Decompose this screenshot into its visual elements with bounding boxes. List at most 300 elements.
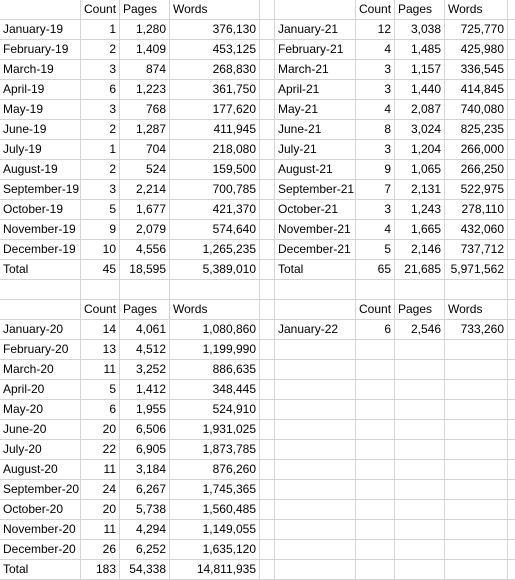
count-cell[interactable]: 3 (81, 100, 120, 120)
pages-cell[interactable]: 6,267 (120, 480, 170, 500)
count-cell[interactable]: 1 (81, 140, 120, 160)
month-label[interactable]: December-19 (0, 240, 81, 260)
sheet-cell[interactable] (0, 0, 81, 20)
total-label[interactable]: Total (0, 560, 81, 580)
sheet-cell[interactable] (260, 320, 275, 340)
count-cell[interactable]: 1 (81, 20, 120, 40)
sheet-cell[interactable] (275, 500, 356, 520)
words-cell[interactable] (445, 560, 508, 580)
sheet-cell[interactable] (260, 500, 275, 520)
count-cell[interactable] (356, 360, 395, 380)
pages-cell[interactable] (395, 500, 445, 520)
pages-cell[interactable]: 21,685 (395, 260, 445, 280)
sheet-cell[interactable] (275, 400, 356, 420)
count-cell[interactable]: 24 (81, 480, 120, 500)
pages-cell[interactable]: 2,079 (120, 220, 170, 240)
sheet-cell[interactable] (275, 540, 356, 560)
words-cell[interactable]: 1,265,235 (170, 240, 260, 260)
sheet-row (0, 320, 515, 340)
sheet-cell[interactable] (508, 160, 515, 180)
pages-cell[interactable]: 4,512 (120, 340, 170, 360)
sheet-cell[interactable] (260, 420, 275, 440)
month-label[interactable]: June-19 (0, 120, 81, 140)
month-label[interactable]: February-20 (0, 340, 81, 360)
count-cell[interactable] (356, 480, 395, 500)
count-cell[interactable] (356, 380, 395, 400)
total-label[interactable]: Total (275, 260, 356, 280)
words-cell[interactable]: 425,980 (445, 40, 508, 60)
sheet-cell[interactable] (260, 60, 275, 80)
sheet-cell[interactable] (0, 280, 81, 300)
pages-cell[interactable]: 2,546 (395, 320, 445, 340)
sheet-cell[interactable] (275, 480, 356, 500)
words-cell[interactable]: 453,125 (170, 40, 260, 60)
pages-cell[interactable]: 3,024 (395, 120, 445, 140)
count-cell[interactable] (356, 500, 395, 520)
count-cell[interactable]: 6 (81, 80, 120, 100)
count-cell[interactable] (356, 420, 395, 440)
count-cell[interactable]: 3 (81, 180, 120, 200)
month-label[interactable]: March-21 (275, 60, 356, 80)
pages-header[interactable]: Pages (395, 0, 445, 20)
words-cell[interactable]: 432,060 (445, 220, 508, 240)
words-cell[interactable] (445, 500, 508, 520)
count-cell[interactable] (356, 340, 395, 360)
count-cell[interactable]: 3 (356, 140, 395, 160)
words-cell[interactable]: 218,080 (170, 140, 260, 160)
words-cell[interactable]: 336,545 (445, 60, 508, 80)
count-cell[interactable]: 4 (356, 220, 395, 240)
sheet-cell[interactable] (508, 320, 515, 340)
sheet-cell[interactable] (508, 200, 515, 220)
count-cell[interactable]: 9 (81, 220, 120, 240)
pages-cell[interactable] (395, 560, 445, 580)
sheet-cell[interactable] (508, 220, 515, 240)
sheet-cell[interactable] (260, 20, 275, 40)
pages-cell[interactable] (395, 280, 445, 300)
count-cell[interactable]: 183 (81, 560, 120, 580)
count-cell[interactable]: 5 (81, 200, 120, 220)
pages-cell[interactable]: 1,243 (395, 200, 445, 220)
sheet-cell[interactable] (508, 120, 515, 140)
pages-cell[interactable]: 1,677 (120, 200, 170, 220)
pages-cell[interactable]: 524 (120, 160, 170, 180)
month-label[interactable]: September-19 (0, 180, 81, 200)
sheet-cell[interactable] (508, 0, 515, 20)
pages-cell[interactable]: 6,252 (120, 540, 170, 560)
count-cell[interactable]: 3 (81, 60, 120, 80)
pages-cell[interactable]: 874 (120, 60, 170, 80)
words-cell[interactable]: 14,811,935 (170, 560, 260, 580)
month-label[interactable]: December-20 (0, 540, 81, 560)
sheet-cell[interactable] (508, 360, 515, 380)
words-cell[interactable]: 1,199,990 (170, 340, 260, 360)
sheet-cell[interactable] (275, 380, 356, 400)
pages-cell[interactable] (120, 280, 170, 300)
month-label[interactable]: September-21 (275, 180, 356, 200)
words-cell[interactable]: 266,000 (445, 140, 508, 160)
month-label[interactable]: December-21 (275, 240, 356, 260)
words-cell[interactable]: 700,785 (170, 180, 260, 200)
pages-cell[interactable]: 1,955 (120, 400, 170, 420)
count-cell[interactable] (356, 460, 395, 480)
month-label[interactable]: April-20 (0, 380, 81, 400)
words-cell[interactable]: 1,931,025 (170, 420, 260, 440)
words-cell[interactable]: 361,750 (170, 80, 260, 100)
count-cell[interactable]: 20 (81, 420, 120, 440)
sheet-cell[interactable] (508, 500, 515, 520)
pages-cell[interactable]: 1,287 (120, 120, 170, 140)
words-cell[interactable] (445, 460, 508, 480)
count-cell[interactable]: 6 (81, 400, 120, 420)
sheet-cell[interactable] (508, 540, 515, 560)
sheet-cell[interactable] (260, 360, 275, 380)
words-cell[interactable] (445, 340, 508, 360)
count-cell[interactable]: 4 (356, 40, 395, 60)
count-cell[interactable]: 14 (81, 320, 120, 340)
sheet-cell[interactable] (275, 0, 356, 20)
words-cell[interactable]: 733,260 (445, 320, 508, 340)
sheet-cell[interactable] (260, 480, 275, 500)
count-cell[interactable]: 65 (356, 260, 395, 280)
count-cell[interactable] (356, 520, 395, 540)
pages-cell[interactable]: 4,061 (120, 320, 170, 340)
sheet-cell[interactable] (260, 340, 275, 360)
month-label[interactable]: July-19 (0, 140, 81, 160)
words-cell[interactable] (445, 520, 508, 540)
sheet-cell[interactable] (260, 260, 275, 280)
sheet-cell[interactable] (260, 280, 275, 300)
sheet-cell[interactable] (260, 100, 275, 120)
month-label[interactable]: April-19 (0, 80, 81, 100)
month-label[interactable]: February-21 (275, 40, 356, 60)
pages-cell[interactable]: 1,204 (395, 140, 445, 160)
pages-cell[interactable]: 1,065 (395, 160, 445, 180)
words-cell[interactable] (170, 280, 260, 300)
pages-cell[interactable]: 4,556 (120, 240, 170, 260)
count-header[interactable]: Count (81, 0, 120, 20)
pages-cell[interactable]: 1,409 (120, 40, 170, 60)
words-cell[interactable]: 825,235 (445, 120, 508, 140)
sheet-cell[interactable] (260, 160, 275, 180)
count-cell[interactable]: 3 (356, 200, 395, 220)
words-cell[interactable]: 886,635 (170, 360, 260, 380)
sheet-cell[interactable] (508, 80, 515, 100)
words-cell[interactable]: 278,110 (445, 200, 508, 220)
pages-header[interactable]: Pages (395, 300, 445, 320)
words-cell[interactable]: 266,250 (445, 160, 508, 180)
count-cell[interactable] (356, 560, 395, 580)
sheet-cell[interactable] (508, 280, 515, 300)
sheet-cell[interactable] (260, 440, 275, 460)
month-label[interactable]: May-19 (0, 100, 81, 120)
sheet-cell[interactable] (275, 360, 356, 380)
month-label[interactable]: May-21 (275, 100, 356, 120)
pages-cell[interactable]: 1,157 (395, 60, 445, 80)
sheet-cell[interactable] (0, 300, 81, 320)
sheet-cell[interactable] (508, 440, 515, 460)
sheet-cell[interactable] (260, 220, 275, 240)
sheet-cell[interactable] (275, 300, 356, 320)
month-label[interactable]: January-20 (0, 320, 81, 340)
words-cell[interactable]: 725,770 (445, 20, 508, 40)
words-cell[interactable] (445, 360, 508, 380)
words-cell[interactable]: 524,910 (170, 400, 260, 420)
sheet-cell[interactable] (508, 60, 515, 80)
count-cell[interactable]: 7 (356, 180, 395, 200)
month-label[interactable]: May-20 (0, 400, 81, 420)
words-cell[interactable]: 177,620 (170, 100, 260, 120)
month-label[interactable]: July-20 (0, 440, 81, 460)
sheet-cell[interactable] (260, 520, 275, 540)
sheet-cell[interactable] (508, 400, 515, 420)
month-label[interactable]: January-21 (275, 20, 356, 40)
words-cell[interactable]: 411,945 (170, 120, 260, 140)
count-header[interactable]: Count (356, 300, 395, 320)
count-cell[interactable]: 2 (81, 160, 120, 180)
pages-cell[interactable]: 6,506 (120, 420, 170, 440)
count-cell[interactable]: 5 (81, 380, 120, 400)
pages-cell[interactable] (395, 400, 445, 420)
month-label[interactable]: March-19 (0, 60, 81, 80)
words-cell[interactable]: 876,260 (170, 460, 260, 480)
pages-cell[interactable] (395, 520, 445, 540)
words-cell[interactable]: 1,149,055 (170, 520, 260, 540)
sheet-row (0, 180, 515, 200)
pages-header[interactable]: Pages (120, 0, 170, 20)
words-cell[interactable]: 414,845 (445, 80, 508, 100)
words-cell[interactable]: 268,830 (170, 60, 260, 80)
words-cell[interactable]: 740,080 (445, 100, 508, 120)
sheet-cell[interactable] (508, 480, 515, 500)
count-cell[interactable]: 13 (81, 340, 120, 360)
pages-cell[interactable] (395, 420, 445, 440)
total-label[interactable]: Total (0, 260, 81, 280)
count-cell[interactable]: 2 (81, 40, 120, 60)
sheet-row (0, 560, 515, 580)
sheet-cell[interactable] (260, 140, 275, 160)
month-label[interactable]: June-20 (0, 420, 81, 440)
count-cell[interactable]: 11 (81, 520, 120, 540)
words-cell[interactable] (445, 380, 508, 400)
count-cell[interactable]: 10 (81, 240, 120, 260)
sheet-cell[interactable] (275, 520, 356, 540)
words-cell[interactable]: 348,445 (170, 380, 260, 400)
month-label[interactable]: October-19 (0, 200, 81, 220)
pages-cell[interactable]: 1,665 (395, 220, 445, 240)
pages-cell[interactable]: 2,087 (395, 100, 445, 120)
sheet-row (0, 460, 515, 480)
words-cell[interactable]: 1,080,860 (170, 320, 260, 340)
words-cell[interactable]: 5,971,562 (445, 260, 508, 280)
month-label[interactable]: April-21 (275, 80, 356, 100)
count-cell[interactable]: 11 (81, 460, 120, 480)
words-cell[interactable]: 1,873,785 (170, 440, 260, 460)
pages-cell[interactable]: 6,905 (120, 440, 170, 460)
words-header[interactable]: Words (445, 0, 508, 20)
words-cell[interactable]: 1,745,365 (170, 480, 260, 500)
sheet-cell[interactable] (260, 240, 275, 260)
pages-cell[interactable]: 5,738 (120, 500, 170, 520)
words-cell[interactable]: 421,370 (170, 200, 260, 220)
count-cell[interactable]: 11 (81, 360, 120, 380)
sheet-cell[interactable] (260, 380, 275, 400)
words-header[interactable]: Words (445, 300, 508, 320)
sheet-cell[interactable] (260, 560, 275, 580)
count-cell[interactable]: 6 (356, 320, 395, 340)
pages-cell[interactable]: 1,412 (120, 380, 170, 400)
count-cell[interactable]: 12 (356, 20, 395, 40)
pages-cell[interactable]: 2,146 (395, 240, 445, 260)
sheet-row (0, 360, 515, 380)
sheet-cell[interactable] (508, 140, 515, 160)
pages-cell[interactable]: 54,338 (120, 560, 170, 580)
sheet-cell[interactable] (260, 300, 275, 320)
count-cell[interactable]: 3 (356, 80, 395, 100)
sheet-cell[interactable] (260, 460, 275, 480)
month-label[interactable]: November-20 (0, 520, 81, 540)
count-cell[interactable]: 22 (81, 440, 120, 460)
pages-cell[interactable]: 704 (120, 140, 170, 160)
count-cell[interactable] (356, 440, 395, 460)
pages-cell[interactable]: 2,214 (120, 180, 170, 200)
words-cell[interactable]: 522,975 (445, 180, 508, 200)
month-label[interactable]: August-21 (275, 160, 356, 180)
sheet-row (0, 380, 515, 400)
sheet-cell[interactable] (275, 560, 356, 580)
sheet-cell[interactable] (275, 420, 356, 440)
words-cell[interactable] (445, 440, 508, 460)
pages-header[interactable]: Pages (120, 300, 170, 320)
pages-cell[interactable]: 1,440 (395, 80, 445, 100)
count-cell[interactable] (356, 280, 395, 300)
sheet-row (0, 0, 515, 20)
sheet-cell[interactable] (260, 400, 275, 420)
count-header[interactable]: Count (356, 0, 395, 20)
count-header[interactable]: Count (81, 300, 120, 320)
month-label[interactable]: August-20 (0, 460, 81, 480)
sheet-cell[interactable] (508, 300, 515, 320)
sheet-cell[interactable] (508, 180, 515, 200)
words-cell[interactable]: 5,389,010 (170, 260, 260, 280)
sheet-cell[interactable] (508, 560, 515, 580)
month-label[interactable]: January-22 (275, 320, 356, 340)
words-cell[interactable]: 574,640 (170, 220, 260, 240)
words-cell[interactable] (445, 420, 508, 440)
count-cell[interactable]: 5 (356, 240, 395, 260)
words-cell[interactable]: 1,635,120 (170, 540, 260, 560)
sheet-cell[interactable] (260, 0, 275, 20)
sheet-row (0, 300, 515, 320)
sheet-row (0, 20, 515, 40)
sheet-cell[interactable] (508, 340, 515, 360)
count-cell[interactable]: 20 (81, 500, 120, 520)
count-cell[interactable]: 8 (356, 120, 395, 140)
sheet-cell[interactable] (508, 240, 515, 260)
sheet-cell[interactable] (260, 40, 275, 60)
month-label[interactable]: September-20 (0, 480, 81, 500)
count-cell[interactable] (356, 400, 395, 420)
pages-cell[interactable] (395, 440, 445, 460)
month-label[interactable]: October-20 (0, 500, 81, 520)
month-label[interactable]: August-19 (0, 160, 81, 180)
count-cell[interactable]: 9 (356, 160, 395, 180)
sheet-cell[interactable] (275, 460, 356, 480)
pages-cell[interactable]: 18,595 (120, 260, 170, 280)
month-label[interactable]: January-19 (0, 20, 81, 40)
pages-cell[interactable]: 3,184 (120, 460, 170, 480)
sheet-cell[interactable] (508, 40, 515, 60)
pages-cell[interactable]: 1,280 (120, 20, 170, 40)
sheet-cell[interactable] (260, 80, 275, 100)
sheet-cell[interactable] (260, 120, 275, 140)
sheet-cell[interactable] (275, 440, 356, 460)
pages-cell[interactable]: 4,294 (120, 520, 170, 540)
words-cell[interactable] (445, 480, 508, 500)
words-cell[interactable] (445, 400, 508, 420)
words-header[interactable]: Words (170, 0, 260, 20)
pages-cell[interactable]: 1,485 (395, 40, 445, 60)
sheet-cell[interactable] (508, 460, 515, 480)
pages-cell[interactable] (395, 340, 445, 360)
pages-cell[interactable] (395, 460, 445, 480)
count-cell[interactable] (356, 540, 395, 560)
count-cell[interactable] (81, 280, 120, 300)
words-cell[interactable] (445, 280, 508, 300)
month-label[interactable]: November-19 (0, 220, 81, 240)
pages-cell[interactable] (395, 480, 445, 500)
pages-cell[interactable]: 3,252 (120, 360, 170, 380)
sheet-cell[interactable] (508, 260, 515, 280)
count-cell[interactable]: 45 (81, 260, 120, 280)
count-cell[interactable]: 3 (356, 60, 395, 80)
sheet-cell[interactable] (275, 340, 356, 360)
pages-cell[interactable] (395, 540, 445, 560)
words-cell[interactable]: 159,500 (170, 160, 260, 180)
sheet-cell[interactable] (260, 200, 275, 220)
pages-cell[interactable]: 2,131 (395, 180, 445, 200)
month-label[interactable]: October-21 (275, 200, 356, 220)
sheet-cell[interactable] (508, 20, 515, 40)
count-cell[interactable]: 26 (81, 540, 120, 560)
count-cell[interactable]: 4 (356, 100, 395, 120)
sheet-cell[interactable] (508, 420, 515, 440)
month-label[interactable]: February-19 (0, 40, 81, 60)
pages-cell[interactable] (395, 380, 445, 400)
pages-cell[interactable] (395, 360, 445, 380)
words-header[interactable]: Words (170, 300, 260, 320)
sheet-cell[interactable] (260, 540, 275, 560)
month-label[interactable]: November-21 (275, 220, 356, 240)
sheet-cell[interactable] (508, 520, 515, 540)
month-label[interactable]: July-21 (275, 140, 356, 160)
count-cell[interactable]: 2 (81, 120, 120, 140)
sheet-cell[interactable] (508, 100, 515, 120)
pages-cell[interactable]: 1,223 (120, 80, 170, 100)
words-cell[interactable]: 737,712 (445, 240, 508, 260)
words-cell[interactable]: 1,560,485 (170, 500, 260, 520)
words-cell[interactable]: 376,130 (170, 20, 260, 40)
month-label[interactable]: June-21 (275, 120, 356, 140)
sheet-cell[interactable] (260, 180, 275, 200)
sheet-cell[interactable] (508, 380, 515, 400)
sheet-cell[interactable] (275, 280, 356, 300)
sheet-row (0, 240, 515, 260)
pages-cell[interactable]: 768 (120, 100, 170, 120)
month-label[interactable]: March-20 (0, 360, 81, 380)
pages-cell[interactable]: 3,038 (395, 20, 445, 40)
words-cell[interactable] (445, 540, 508, 560)
